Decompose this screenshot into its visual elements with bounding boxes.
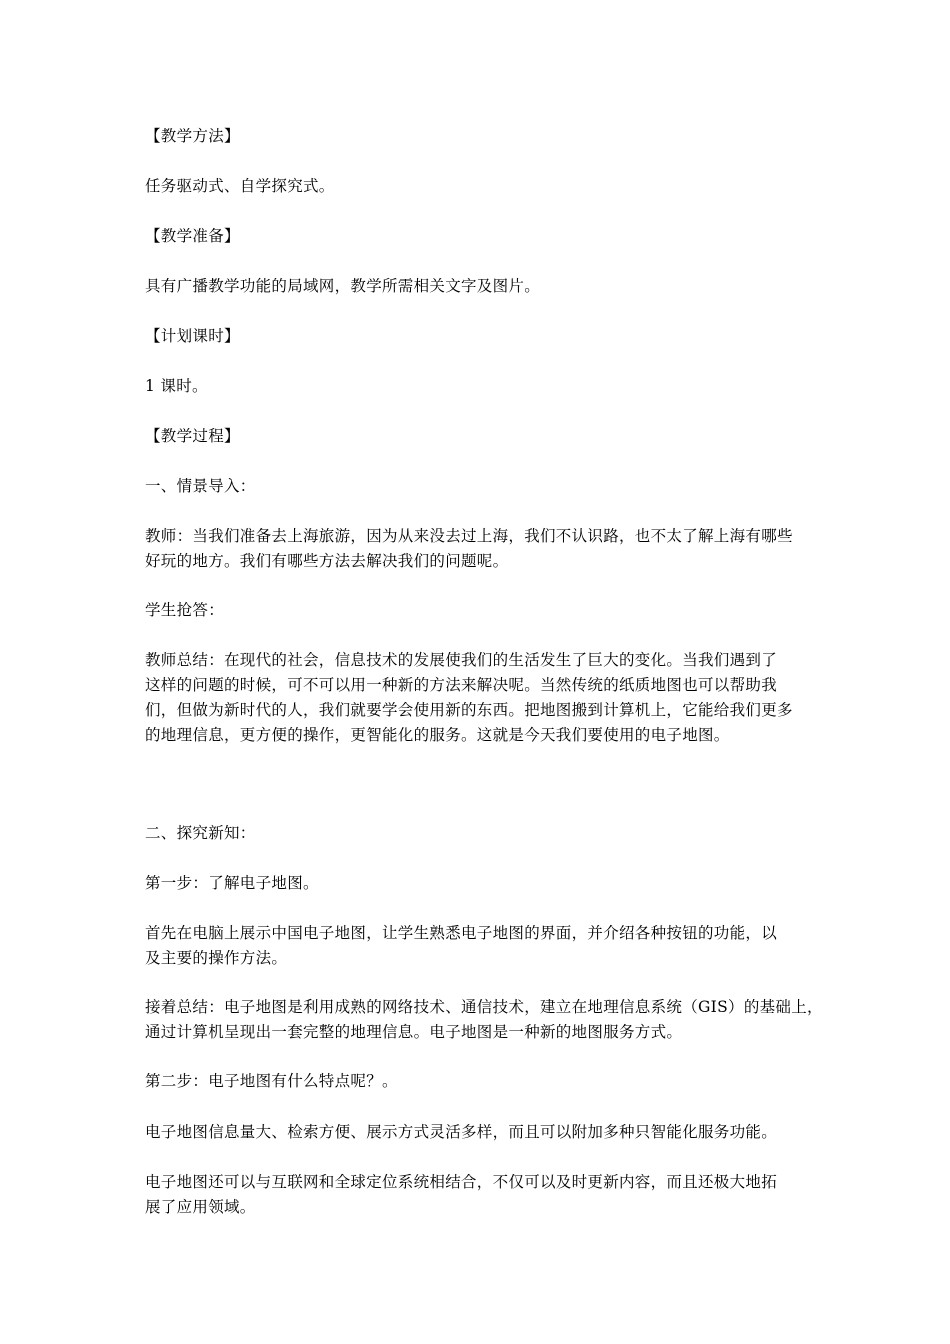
text-line: 具有广播教学功能的局域网，教学所需相关文字及图片。 — [145, 277, 541, 295]
text-line: 及主要的操作方法。 — [145, 949, 288, 967]
text-line: 首先在电脑上展示中国电子地图，让学生熟悉电子地图的界面，并介绍各种按钮的功能，以 — [145, 924, 778, 942]
summary-definition-paragraph — [145, 995, 823, 1045]
heading-teaching-process — [145, 424, 815, 449]
teacher-question-paragraph — [145, 524, 815, 574]
text-line: 一、情景导入： — [145, 477, 256, 495]
step-two-heading — [145, 1069, 815, 1094]
text-line: 任务驱动式、自学探究式。 — [145, 177, 335, 195]
text-line: 第一步：了解电子地图。 — [145, 874, 319, 892]
teaching-method-text — [145, 174, 815, 199]
step-one-heading — [145, 871, 815, 896]
text-line: 这样的问题的时候，可不可以用一种新的方法来解决呢。当然传统的纸质地图也可以帮助我 — [145, 676, 778, 694]
text-line: 教师总结：在现代的社会，信息技术的发展使我们的生活发生了巨大的变化。当我们遇到了 — [145, 651, 778, 669]
text-line: 好玩的地方。我们有哪些方法去解决我们的问题呢。 — [145, 552, 509, 570]
text-line: 电子地图信息量大、检索方便、展示方式灵活多样，而且可以附加多种只智能化服务功能。 — [145, 1123, 778, 1141]
text-line: 展了应用领域。 — [145, 1198, 256, 1216]
text-line: 电子地图还可以与互联网和全球定位系统相结合，不仅可以及时更新内容，而且还极大地拓 — [145, 1173, 778, 1191]
text-line: 【教学过程】 — [145, 427, 240, 445]
text-line: 【计划课时】 — [145, 327, 240, 345]
section-scenario-intro — [145, 474, 815, 499]
text-line: 1 课时。 — [145, 377, 208, 395]
text-line: 们，但做为新时代的人，我们就要学会使用新的东西。把地图搬到计算机上，它能给我们更多 — [145, 701, 793, 719]
text-line: 【教学准备】 — [145, 227, 240, 245]
text-line: 的地理信息，更方便的操作，更智能化的服务。这就是今天我们要使用的电子地图。 — [145, 726, 730, 744]
student-answer-label — [145, 598, 815, 623]
text-line: 【教学方法】 — [145, 127, 240, 145]
planned-periods-text — [145, 374, 815, 399]
text-line: 二、探究新知： — [145, 824, 256, 842]
step-one-description — [145, 921, 815, 971]
teacher-summary-paragraph — [145, 648, 815, 748]
teaching-preparation-text — [145, 274, 815, 299]
integration-paragraph — [145, 1170, 815, 1220]
section-explore-new — [145, 821, 815, 846]
heading-planned-periods — [145, 324, 815, 349]
features-paragraph — [145, 1120, 815, 1145]
text-line: 学生抢答： — [145, 601, 225, 619]
text-line: 通过计算机呈现出一套完整的地理信息。电子地图是一种新的地图服务方式。 — [145, 1023, 683, 1041]
text-line: 教师：当我们准备去上海旅游，因为从来没去过上海，我们不认识路，也不太了解上海有哪些 — [145, 527, 793, 545]
heading-teaching-preparation — [145, 224, 815, 249]
heading-teaching-method — [145, 124, 815, 149]
text-line: 接着总结：电子地图是利用成熟的网络技术、通信技术，建立在地理信息系统（GIS）的基础上， — [145, 998, 823, 1016]
text-line: 第二步：电子地图有什么特点呢？。 — [145, 1072, 398, 1090]
